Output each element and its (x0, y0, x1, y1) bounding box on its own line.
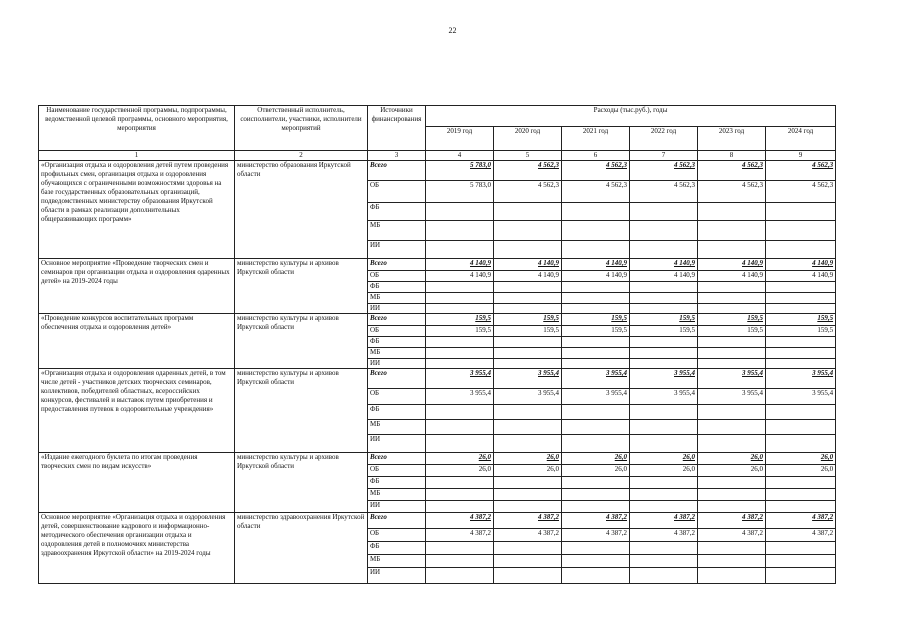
header-year: 2022 год (630, 127, 698, 151)
activity-executor: министерство здравоохранения Иркутской области (235, 513, 368, 584)
expense-value (562, 304, 630, 314)
expense-value (426, 405, 494, 420)
funding-source: ФБ (368, 282, 426, 293)
expense-value: 4 562,3 (698, 181, 766, 203)
expense-value: 159,5 (494, 326, 562, 337)
column-number: 5 (494, 151, 562, 161)
expense-value: 3 955,4 (562, 369, 630, 389)
funding-source: Всего (368, 259, 426, 271)
column-number: 2 (235, 151, 368, 161)
expense-value: 26,0 (426, 453, 494, 465)
expense-value: 159,5 (562, 326, 630, 337)
expense-value: 3 955,4 (698, 369, 766, 389)
expense-value: 4 562,3 (698, 161, 766, 181)
expense-value (630, 477, 698, 489)
expense-value (766, 348, 836, 359)
expense-value: 26,0 (562, 453, 630, 465)
activity-executor: министерство культуры и архивов Иркутской области (235, 259, 368, 314)
expense-value: 4 140,9 (494, 259, 562, 271)
funding-source: ИИ (368, 435, 426, 453)
table-row (39, 513, 836, 529)
expense-value (494, 241, 562, 259)
expense-value (426, 435, 494, 453)
expense-value (766, 203, 836, 221)
expense-value: 4 140,9 (630, 271, 698, 282)
expense-value (766, 241, 836, 259)
expense-value: 4 387,2 (562, 529, 630, 542)
column-number: 4 (426, 151, 494, 161)
expense-value: 159,5 (630, 314, 698, 326)
expense-value (494, 304, 562, 314)
expense-value (426, 555, 494, 568)
expense-value (698, 282, 766, 293)
expense-value (766, 293, 836, 304)
table-body (39, 161, 836, 584)
expense-value: 4 140,9 (766, 259, 836, 271)
expense-value: 159,5 (766, 326, 836, 337)
expense-value (630, 542, 698, 555)
header-year: 2020 год (494, 127, 562, 151)
expense-value (630, 241, 698, 259)
expense-value: 4 562,3 (766, 161, 836, 181)
expense-value (630, 221, 698, 241)
funding-source: Всего (368, 369, 426, 389)
expense-value (494, 568, 562, 584)
activity-executor: министерство культуры и архивов Иркутской области (235, 369, 368, 453)
expense-value (698, 304, 766, 314)
table-row (39, 369, 836, 389)
expense-value (630, 359, 698, 369)
expense-value (630, 282, 698, 293)
funding-source: Всего (368, 161, 426, 181)
expense-value: 4 562,3 (630, 181, 698, 203)
funding-source: Всего (368, 453, 426, 465)
expense-value: 3 955,4 (630, 369, 698, 389)
expense-value: 4 562,3 (766, 181, 836, 203)
expense-value: 26,0 (630, 465, 698, 477)
expense-value (630, 337, 698, 348)
expense-value: 4 387,2 (630, 513, 698, 529)
header-year: 2019 год (426, 127, 494, 151)
activity-name: Основное мероприятие «Организация отдыха и оздоровления детей, совершенствование кадрового и информационно-методического обеспечения организации отдыха и оздоровления детей в полномочиях министерства здравоохранения Иркутской области» на 2019-2024 годы (39, 513, 235, 584)
expense-value (630, 435, 698, 453)
expense-value (766, 568, 836, 584)
funding-source: Всего (368, 314, 426, 326)
expense-value (630, 304, 698, 314)
column-number: 8 (698, 151, 766, 161)
expense-value (494, 405, 562, 420)
header-executor: Ответственный исполнитель, соисполнители, участники, исполнители мероприятий (235, 106, 368, 151)
expense-value: 4 562,3 (562, 161, 630, 181)
expense-value (426, 348, 494, 359)
expense-value: 4 140,9 (494, 271, 562, 282)
expense-value (698, 555, 766, 568)
expense-value (698, 542, 766, 555)
expense-value: 4 387,2 (494, 513, 562, 529)
expense-value: 159,5 (698, 314, 766, 326)
expense-value (698, 489, 766, 501)
funding-source: ОБ (368, 181, 426, 203)
expense-value: 159,5 (426, 326, 494, 337)
expense-value (426, 304, 494, 314)
header-expenses: Расходы (тыс.руб.), годы (426, 106, 836, 127)
activity-name: «Организация отдыха и оздоровления одаренных детей, в том числе детей - участников детских творческих семинаров, коллективов, победителей областных, всероссийских конкурсов, фестивалей и выставок путем приобретения и предоставления путевок в оздоровительные учреждения» (39, 369, 235, 453)
expense-value (630, 203, 698, 221)
expense-value (698, 501, 766, 513)
expense-value: 4 140,9 (426, 271, 494, 282)
expense-value (562, 241, 630, 259)
header-source: Источники финансирования (368, 106, 426, 151)
expense-value: 3 955,4 (494, 389, 562, 405)
expense-value (562, 542, 630, 555)
expense-value: 26,0 (494, 453, 562, 465)
expense-value (426, 282, 494, 293)
expense-value: 5 783,0 (426, 161, 494, 181)
expense-value: 4 387,2 (698, 513, 766, 529)
expense-value (766, 420, 836, 435)
expense-value (494, 420, 562, 435)
expense-value (426, 359, 494, 369)
expense-value (494, 282, 562, 293)
funding-source: ОБ (368, 465, 426, 477)
funding-source: МБ (368, 420, 426, 435)
activity-name: Основное мероприятие «Проведение творческих смен и семинаров при организации отдыха и оздоровления одаренных детей» на 2019-2024 годы (39, 259, 235, 314)
expense-value (494, 293, 562, 304)
expense-value (766, 359, 836, 369)
expense-value (562, 568, 630, 584)
expense-value (562, 555, 630, 568)
expense-value (698, 359, 766, 369)
header-year: 2024 год (766, 127, 836, 151)
expense-value (562, 501, 630, 513)
expense-value (426, 420, 494, 435)
expense-value (630, 348, 698, 359)
expense-value (562, 203, 630, 221)
expense-value: 4 140,9 (426, 259, 494, 271)
expense-value (766, 282, 836, 293)
expense-value: 4 387,2 (562, 513, 630, 529)
expense-value (562, 435, 630, 453)
expense-value (698, 293, 766, 304)
expense-value: 4 140,9 (562, 259, 630, 271)
expense-value: 26,0 (698, 453, 766, 465)
funding-source: ФБ (368, 542, 426, 555)
funding-source: ОБ (368, 529, 426, 542)
expense-value: 26,0 (766, 465, 836, 477)
funding-source: ОБ (368, 389, 426, 405)
expense-value (766, 542, 836, 555)
activity-executor: министерство культуры и архивов Иркутской области (235, 314, 368, 369)
expense-value (562, 221, 630, 241)
expense-value (766, 304, 836, 314)
expense-value: 26,0 (766, 453, 836, 465)
activity-executor: министерство образования Иркутской области (235, 161, 368, 259)
expense-value (494, 542, 562, 555)
funding-source: ОБ (368, 326, 426, 337)
funding-source: ФБ (368, 477, 426, 489)
expense-value (766, 501, 836, 513)
expense-value (698, 568, 766, 584)
expense-value: 3 955,4 (630, 389, 698, 405)
header-year: 2023 год (698, 127, 766, 151)
expense-value (494, 359, 562, 369)
expense-value (494, 489, 562, 501)
expense-value (562, 477, 630, 489)
expense-value: 4 140,9 (698, 259, 766, 271)
expense-value (426, 489, 494, 501)
expense-value (494, 221, 562, 241)
expense-value: 5 783,0 (426, 181, 494, 203)
column-number: 6 (562, 151, 630, 161)
expense-value: 3 955,4 (494, 369, 562, 389)
expense-value (766, 555, 836, 568)
expense-value (698, 477, 766, 489)
expense-value: 4 387,2 (766, 513, 836, 529)
activity-name: «Проведение конкурсов воспитательных программ обеспечения отдыха и оздоровления детей» (39, 314, 235, 369)
expense-value (630, 568, 698, 584)
column-number: 3 (368, 151, 426, 161)
funding-source: ФБ (368, 337, 426, 348)
expense-value (426, 293, 494, 304)
expense-value (562, 405, 630, 420)
column-number: 7 (630, 151, 698, 161)
expense-value (494, 435, 562, 453)
expense-value (426, 337, 494, 348)
expense-value: 4 562,3 (562, 181, 630, 203)
expense-value: 4 140,9 (698, 271, 766, 282)
expense-value: 3 955,4 (426, 369, 494, 389)
expense-value (426, 501, 494, 513)
expense-value: 26,0 (630, 453, 698, 465)
expense-value (562, 348, 630, 359)
funding-source: ИИ (368, 568, 426, 584)
expense-value: 4 140,9 (630, 259, 698, 271)
expense-value: 3 955,4 (426, 389, 494, 405)
expense-value: 4 387,2 (630, 529, 698, 542)
expense-value (630, 293, 698, 304)
table-row (39, 314, 836, 326)
expense-value (698, 337, 766, 348)
expense-value (766, 337, 836, 348)
table-row (39, 453, 836, 465)
expense-value (494, 337, 562, 348)
expense-value: 4 562,3 (494, 181, 562, 203)
expense-value (426, 221, 494, 241)
expense-value: 4 140,9 (766, 271, 836, 282)
activity-name: «Издание ежегодного буклета по итогам проведения творческих смен по видам искусств» (39, 453, 235, 513)
expense-value (698, 221, 766, 241)
expense-value: 159,5 (630, 326, 698, 337)
expense-value (494, 477, 562, 489)
expense-value: 4 387,2 (494, 529, 562, 542)
expense-value (766, 221, 836, 241)
expense-value (562, 282, 630, 293)
funding-source: ИИ (368, 304, 426, 314)
expense-value (698, 348, 766, 359)
funding-source: ИИ (368, 359, 426, 369)
expense-value (426, 542, 494, 555)
expense-value (562, 359, 630, 369)
expense-value (766, 489, 836, 501)
funding-source: ФБ (368, 405, 426, 420)
funding-source: ОБ (368, 271, 426, 282)
expense-value (426, 477, 494, 489)
column-number: 9 (766, 151, 836, 161)
funding-source: МБ (368, 555, 426, 568)
expense-value (494, 501, 562, 513)
expense-value: 3 955,4 (698, 389, 766, 405)
header-year: 2021 год (562, 127, 630, 151)
expense-value (630, 489, 698, 501)
page-number: 22 (448, 26, 457, 35)
expense-value (698, 203, 766, 221)
activity-name: «Организация отдыха и оздоровления детей путем проведения профильных смен, организация отдыха и оздоровления обучающихся с ограниченными возможностями здоровья на базе государственных образовательных организаций, подведомственных министерству образования Иркутской области в рамках реализации дополнительных общеразвивающих программ» (39, 161, 235, 259)
expense-value: 159,5 (494, 314, 562, 326)
expense-value (698, 241, 766, 259)
header-name: Наименование государственной программы, подпрограммы, ведомственной целевой программы, основного мероприятия, мероприятия (39, 106, 235, 151)
expense-value (562, 420, 630, 435)
expense-value: 159,5 (698, 326, 766, 337)
expense-value (766, 435, 836, 453)
expense-value: 4 562,3 (494, 161, 562, 181)
funding-source: МБ (368, 293, 426, 304)
expense-value (630, 420, 698, 435)
funding-source: МБ (368, 348, 426, 359)
expense-value: 3 955,4 (766, 369, 836, 389)
expense-value (426, 568, 494, 584)
expense-value (630, 555, 698, 568)
funding-source: ИИ (368, 501, 426, 513)
column-number: 1 (39, 151, 235, 161)
expense-value: 3 955,4 (562, 389, 630, 405)
expense-value (766, 477, 836, 489)
funding-source: ФБ (368, 203, 426, 221)
expense-value: 4 387,2 (766, 529, 836, 542)
expense-value (494, 203, 562, 221)
expense-value (630, 405, 698, 420)
expense-value (630, 501, 698, 513)
expense-value (698, 405, 766, 420)
funding-source: МБ (368, 221, 426, 241)
table-row (39, 161, 836, 181)
expense-value: 26,0 (494, 465, 562, 477)
expense-value (698, 420, 766, 435)
expense-value (426, 203, 494, 221)
expense-value (494, 555, 562, 568)
expense-value: 26,0 (698, 465, 766, 477)
expense-value (426, 241, 494, 259)
expense-value: 4 387,2 (426, 529, 494, 542)
expense-value: 26,0 (562, 465, 630, 477)
funding-source: ИИ (368, 241, 426, 259)
funding-source: Всего (368, 513, 426, 529)
expense-value (698, 435, 766, 453)
expense-value (562, 489, 630, 501)
expense-value (494, 348, 562, 359)
table-row (39, 259, 836, 271)
financing-table (38, 105, 836, 584)
expense-value: 26,0 (426, 465, 494, 477)
expense-value: 159,5 (562, 314, 630, 326)
expense-value: 4 387,2 (426, 513, 494, 529)
expense-value (766, 405, 836, 420)
expense-value: 4 562,3 (630, 161, 698, 181)
funding-source: МБ (368, 489, 426, 501)
expense-value: 159,5 (766, 314, 836, 326)
expense-value (562, 337, 630, 348)
expense-value (562, 293, 630, 304)
expense-value: 4 387,2 (698, 529, 766, 542)
expense-value: 159,5 (426, 314, 494, 326)
expense-value: 4 140,9 (562, 271, 630, 282)
expense-value: 3 955,4 (766, 389, 836, 405)
activity-executor: министерство культуры и архивов Иркутской области (235, 453, 368, 513)
